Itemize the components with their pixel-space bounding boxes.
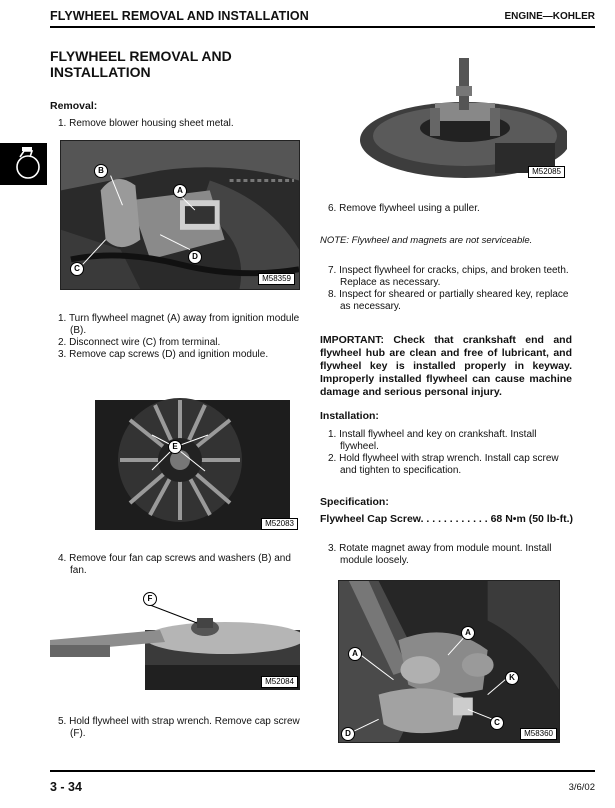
header-section-title: FLYWHEEL REMOVAL AND INSTALLATION	[50, 9, 309, 23]
figure-label: M52085	[528, 166, 565, 178]
callout-a: A	[173, 184, 187, 198]
photo-module-install	[338, 580, 560, 743]
spec-value: 68 N•m (50 lb-ft.)	[490, 513, 574, 525]
important-warning: IMPORTANT: Check that crankshaft end and flywheel hub are clean and free of lubricant, and flywheel key is installed properly in keyway. Improperly installed flywheel can cause machine damage and serious personal injury.	[320, 334, 572, 398]
installation-step-3: 3. Rotate magnet away from module mount. Install module loosely.	[328, 543, 552, 566]
step-text: 1. Install flywheel and key on crankshaft. Install flywheel.	[328, 429, 537, 452]
callout-k: K	[505, 671, 519, 685]
figure-label: M58359	[258, 273, 295, 285]
callout-b: B	[94, 164, 108, 178]
note: NOTE: Flywheel and magnets are not serviceable.	[320, 235, 533, 246]
section-tab	[0, 143, 47, 185]
callout-d: D	[188, 250, 202, 264]
step-text: 1. Turn flywheel magnet (A) away from ignition module (B).	[58, 313, 300, 336]
header-rule	[50, 26, 595, 28]
callout-f: F	[143, 592, 157, 606]
removal-step-5: 5. Hold flywheel with strap wrench. Remove cap screw (F).	[58, 716, 300, 739]
installation-heading: Installation:	[320, 410, 379, 422]
removal-step-4: 4. Remove four fan cap screws and washers (B) and fan.	[58, 553, 291, 576]
photo-strap-wrench	[50, 590, 300, 690]
callout-c: C	[70, 262, 84, 276]
engine-icon	[0, 143, 47, 185]
step-text: 2. Disconnect wire (C) from terminal.	[58, 337, 221, 348]
callout-a: A	[348, 647, 362, 661]
photo-flywheel-fan	[80, 395, 300, 533]
removal-step-1: 1. Remove blower housing sheet metal.	[58, 118, 234, 129]
specification-line	[320, 513, 573, 525]
step-text: 8. Inspect for sheared or partially sheared key, replace as necessary.	[328, 289, 569, 312]
photo-flywheel-puller	[355, 58, 567, 180]
callout-c: C	[490, 716, 504, 730]
removal-heading: Removal:	[50, 100, 98, 112]
callout-a: A	[461, 626, 475, 640]
page-number: 3 - 34	[50, 780, 82, 794]
header-chapter: ENGINE—KOHLER	[504, 11, 595, 22]
specification-heading: Specification:	[320, 496, 389, 508]
footer-rule	[50, 770, 595, 772]
figure-label: M52083	[261, 518, 298, 530]
callout-e: E	[168, 440, 182, 454]
installation-steps	[328, 429, 576, 477]
callout-d: D	[341, 727, 355, 741]
removal-steps-7-8	[328, 265, 578, 313]
step-text: 3. Remove cap screws (D) and ignition module.	[58, 349, 269, 360]
page-title: FLYWHEEL REMOVAL AND INSTALLATION	[50, 48, 232, 80]
figure-label: M58360	[520, 728, 557, 740]
step-text: 2. Hold flywheel with strap wrench. Install cap screw and tighten to specification.	[328, 453, 559, 476]
footer-date: 3/6/02	[568, 782, 595, 793]
step-text: 7. Inspect flywheel for cracks, chips, and broken teeth. Replace as necessary.	[328, 265, 569, 288]
removal-step-6: 6. Remove flywheel using a puller.	[328, 203, 480, 214]
spec-label: Flywheel Cap Screw. . . . . . . . . . . .	[320, 513, 488, 525]
photo-ignition-module	[60, 140, 300, 290]
figure-label: M52084	[261, 676, 298, 688]
removal-steps-list	[58, 313, 308, 361]
